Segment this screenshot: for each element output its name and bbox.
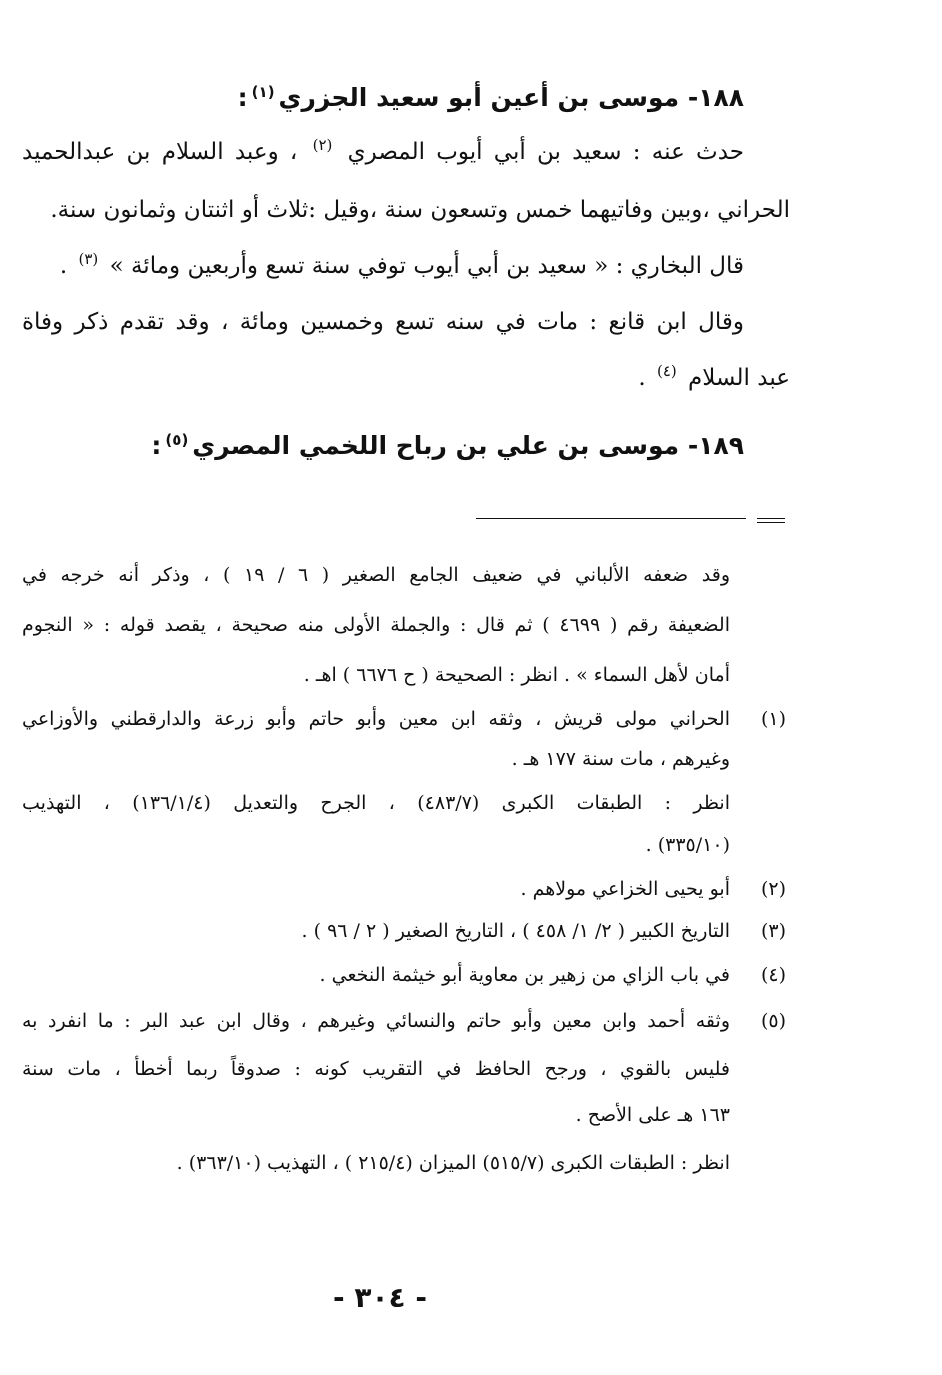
heading-colon: : [237, 83, 248, 112]
footnote-line: في باب الزاي من زهير بن معاوية أبو خيثمة النخعي . [319, 964, 730, 986]
footnote-number: (٢) [760, 878, 786, 900]
entry-heading-text: ١٨٨- موسى بن أعين أبو سعيد الجزري [278, 83, 744, 112]
body-line: حدث عنه : سعيد بن أبي أيوب المصري $^{(٢)}$ ، وعبد السلام بن عبدالحميد [22, 136, 744, 165]
footnote-line: ١٦٣ هـ على الأصح . [575, 1104, 730, 1126]
footnote-separator [476, 518, 746, 519]
footnote-number: (١) [760, 708, 786, 730]
footnote-number: (٣) [760, 920, 786, 942]
footnote-line: الحراني مولى قريش ، وثقه ابن معين وأبو حاتم وأبو زرعة والدارقطني والأوزاعي [22, 708, 730, 730]
footnote-ref: (١) [251, 82, 275, 101]
footnote-line: وثقه أحمد وابن معين وأبو حاتم والنسائي وغيرهم ، وقال ابن عبد البر : ما انفرد به [22, 1010, 730, 1032]
footnote-ref: (٢) [312, 136, 333, 155]
footnote-ref: (٣) [78, 250, 99, 269]
footnote-number: (٥) [760, 1010, 786, 1032]
page-number: - ٣٠٤ - [332, 1281, 428, 1314]
heading-colon: : [151, 431, 162, 460]
entry-heading-189 [40, 426, 744, 466]
footnote-number: (٤) [760, 964, 786, 986]
body-line: قال البخاري : « سعيد بن أبي أيوب توفي سنة تسع وأربعين ومائة » $^{(٣)}$ . [59, 250, 744, 279]
footnote-line: انظر : الطبقات الكبرى (٤٨٣/٧) ، الجرح والتعديل (١٣٦/١/٤) ، التهذيب [22, 792, 730, 814]
body-line: الحراني ،وبين وفاتيهما خمس وتسعون سنة ،وقيل :ثلاث أو اثنتان وثمانون سنة. [50, 197, 790, 223]
footnote-line: أبو يحيى الخزاعي مولاهم . [520, 878, 730, 900]
footnote-line: فليس بالقوي ، ورجح الحافظ في التقريب كونه : صدوقاً ربما أخطأ ، مات سنة [22, 1058, 730, 1080]
body-line: عبد السلام $^{(٤)}$ . [638, 362, 790, 391]
footnote-ref: (٤) [656, 362, 677, 381]
body-line: وقال ابن قانع : مات في سنه تسع وخمسين ومائة ، وقد تقدم ذكر وفاة [22, 309, 744, 335]
continuation-line: أمان لأهل السماء » . انظر : الصحيحة ( ح ٦٦٧٦ ) اهـ . [303, 664, 730, 686]
footnote-line: وغيرهم ، مات سنة ١٧٧ هـ . [511, 748, 730, 770]
footnote-line: التاريخ الكبير ( ٢/ ١/ ٤٥٨ ) ، التاريخ الصغير ( ٢ / ٩٦ ) . [301, 920, 730, 942]
footnote-line: انظر : الطبقات الكبرى (٥١٥/٧) الميزان (٢١٥/٤ ) ، التهذيب (٣٦٣/١٠) . [176, 1152, 730, 1174]
entry-heading-text: ١٨٩- موسى بن علي بن رباح اللخمي المصري [192, 431, 744, 460]
continuation-mark [757, 518, 785, 526]
footnote-ref: (٥) [165, 430, 189, 449]
continuation-line: الضعيفة رقم ( ٤٦٩٩ ) ثم قال : والجملة الأولى منه صحيحة ، يقصد قوله : « النجوم [22, 614, 730, 636]
entry-heading-188 [40, 78, 744, 118]
footnote-line: (٣٣٥/١٠) . [645, 834, 730, 856]
continuation-line: وقد ضعفه الألباني في ضعيف الجامع الصغير ( ٦ / ١٩ ) ، وذكر أنه خرجه في [22, 564, 730, 586]
